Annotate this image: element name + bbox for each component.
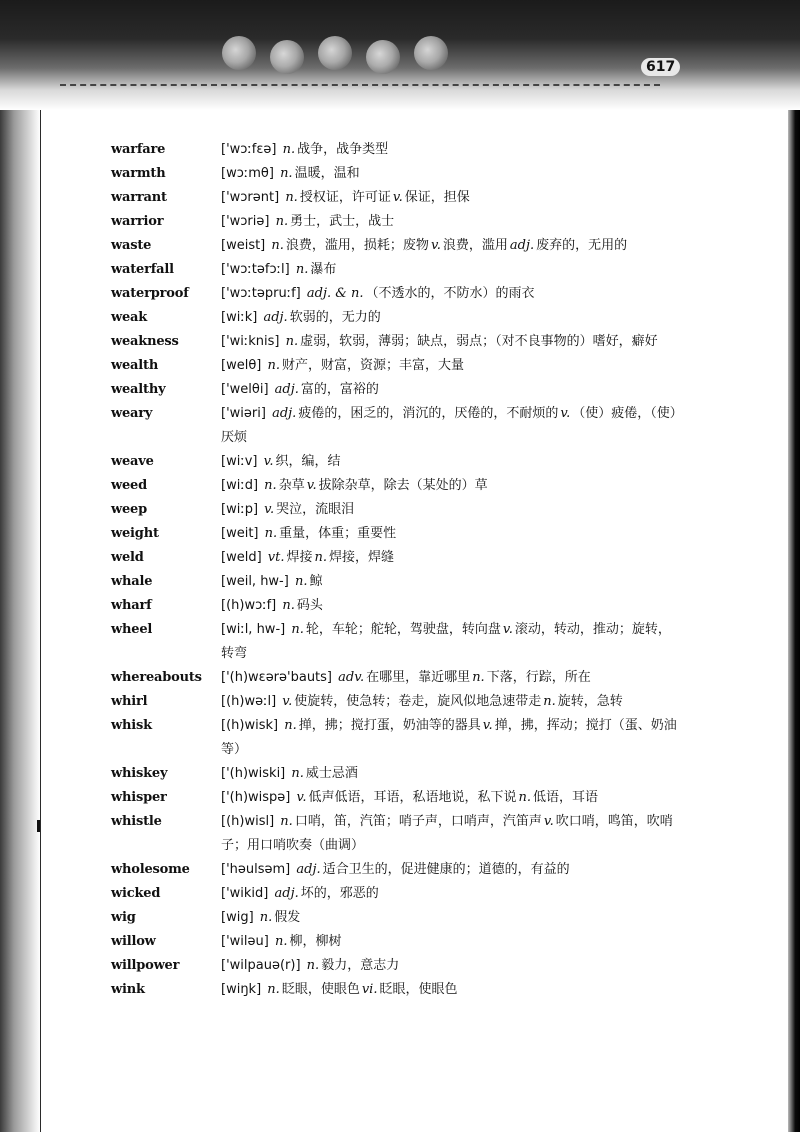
pronunciation: [weil, hw-] — [221, 574, 289, 589]
gloss-text: 废弃的，无用的 — [536, 238, 628, 253]
headword: wharf — [111, 598, 152, 613]
pronunciation: [wiŋk] — [221, 982, 262, 997]
pronunciation: [(h)wisl] — [221, 814, 275, 829]
definition — [221, 522, 683, 546]
gloss-text: 低语，耳语 — [532, 790, 598, 805]
definition — [221, 378, 683, 402]
pronunciation: ['wɔriə] — [221, 214, 270, 229]
part-of-speech: vt. — [267, 550, 285, 565]
dictionary-entry — [0, 666, 800, 690]
pronunciation: ['wiəri] — [221, 406, 266, 421]
gloss-text: （不透水的，不防水）的雨衣 — [365, 286, 535, 301]
definition — [221, 474, 683, 498]
part-of-speech: n. — [280, 814, 293, 829]
gloss-text: 假发 — [274, 910, 301, 925]
decor-circle-icon — [270, 40, 304, 74]
definition — [221, 402, 683, 450]
pronunciation: ['wɔrənt] — [221, 190, 280, 205]
pronunciation: [wiːl, hw-] — [221, 622, 286, 637]
part-of-speech: v. — [282, 694, 293, 709]
gloss-text: 低声低语，耳语，私语地说，私下说 — [308, 790, 517, 805]
gloss-text: 使旋转，使急转；卷走，旋风似地急速带走 — [294, 694, 542, 709]
definition — [221, 594, 683, 618]
part-of-speech: n. — [284, 718, 297, 733]
gloss-text: 拔除杂草，除去（某处的）草 — [318, 478, 488, 493]
definition — [221, 258, 683, 282]
part-of-speech: n. — [295, 262, 309, 277]
gloss-text: 适合卫生的，促进健康的；道德的，有益的 — [322, 862, 570, 877]
definition — [221, 282, 683, 306]
gloss-text: 织，编，结 — [275, 454, 341, 469]
pronunciation: [weist] — [221, 238, 266, 253]
headword: wicked — [111, 886, 161, 901]
headword: whisper — [111, 790, 167, 805]
part-of-speech: n. — [282, 142, 296, 157]
gloss-text: 坏的，邪恶的 — [300, 886, 379, 901]
part-of-speech: n. — [275, 214, 289, 229]
headword: warfare — [111, 142, 166, 157]
dictionary-entry — [0, 906, 800, 930]
gloss-text: 保证，担保 — [404, 190, 470, 205]
dictionary-entry — [0, 930, 800, 954]
pronunciation: [wiːd] — [221, 478, 259, 493]
gloss-text: 焊接，焊缝 — [329, 550, 395, 565]
dictionary-entry — [0, 282, 800, 306]
part-of-speech: adj. & n. — [306, 286, 364, 301]
headword: wealthy — [111, 382, 166, 397]
gloss-text: 重量，体重；重要性 — [279, 526, 397, 541]
definition — [221, 210, 683, 234]
part-of-speech: n. — [294, 574, 308, 589]
part-of-speech: n. — [285, 190, 298, 205]
pronunciation: ['wiləu] — [221, 934, 269, 949]
part-of-speech: n. — [267, 982, 280, 997]
pronunciation: ['(h)wɛərə'bauts] — [221, 670, 333, 685]
definition — [221, 138, 683, 162]
part-of-speech: n. — [314, 550, 328, 565]
gloss-text: 哭泣，流眼泪 — [276, 502, 355, 517]
pronunciation: [weld] — [221, 550, 262, 565]
part-of-speech: n. — [282, 598, 295, 613]
headword: whirl — [111, 694, 148, 709]
dictionary-entry — [0, 954, 800, 978]
definition — [221, 666, 683, 690]
dictionary-entry — [0, 258, 800, 282]
definition — [221, 930, 683, 954]
header-dashed-rule — [60, 84, 660, 86]
dictionary-entry — [0, 234, 800, 258]
dictionary-entry — [0, 450, 800, 474]
gloss-text: 旋转，急转 — [557, 694, 623, 709]
headword: weary — [111, 406, 153, 421]
part-of-speech: v. — [306, 478, 317, 493]
headword: wealth — [111, 358, 159, 373]
headword: willow — [111, 934, 156, 949]
headword: waste — [111, 238, 152, 253]
part-of-speech: adv. — [338, 670, 365, 685]
definition — [221, 306, 683, 330]
part-of-speech: v. — [430, 238, 441, 253]
headword: weak — [111, 310, 148, 325]
decor-circle-icon — [366, 40, 400, 74]
dictionary-entry — [0, 882, 800, 906]
pronunciation: [(h)wəːl] — [221, 694, 277, 709]
dictionary-entry — [0, 210, 800, 234]
definition — [221, 954, 683, 978]
part-of-speech: n. — [264, 478, 277, 493]
dictionary-entry — [0, 138, 800, 162]
gloss-text: 眨眼，使眼色 — [281, 982, 360, 997]
dictionary-entry — [0, 690, 800, 714]
headword: whistle — [111, 814, 162, 829]
part-of-speech: n. — [472, 670, 485, 685]
pronunciation: [(h)wisk] — [221, 718, 279, 733]
headword: wholesome — [111, 862, 190, 877]
dictionary-entry — [0, 978, 800, 1002]
headword: wheel — [111, 622, 153, 637]
dictionary-entry — [0, 570, 800, 594]
pronunciation: ['wilpauə(r)] — [221, 958, 301, 973]
headword: waterproof — [111, 286, 189, 301]
dictionary-entry — [0, 498, 800, 522]
dictionary-entry — [0, 762, 800, 786]
headword: wig — [111, 910, 136, 925]
part-of-speech: adj. — [509, 238, 535, 253]
part-of-speech: n. — [274, 934, 288, 949]
pronunciation: [wig] — [221, 910, 254, 925]
definition — [221, 690, 683, 714]
part-of-speech: adj. — [272, 406, 297, 421]
gloss-text: 在哪里，靠近哪里 — [366, 670, 471, 685]
headword: whisk — [111, 718, 152, 733]
gloss-text: 掸，拂，挥动；搅打（蛋、奶油等） — [221, 718, 677, 757]
dictionary-entry — [0, 162, 800, 186]
definition — [221, 786, 683, 810]
part-of-speech: v. — [263, 454, 274, 469]
gloss-text: 毅力，意志力 — [321, 958, 400, 973]
part-of-speech: v. — [482, 718, 493, 733]
part-of-speech: v. — [502, 622, 513, 637]
dictionary-entry — [0, 594, 800, 618]
dictionary-entry-list — [0, 138, 800, 1002]
gloss-text: 吹口哨，鸣笛，吹哨子；用口哨吹奏（曲调） — [221, 814, 673, 853]
part-of-speech: n. — [291, 622, 304, 637]
gloss-text: 眨眼，使眼色 — [379, 982, 458, 997]
pronunciation: [wiːv] — [221, 454, 258, 469]
decor-circle-icon — [222, 36, 256, 70]
gloss-text: 口哨，笛，汽笛；哨子声，口哨声，汽笛声 — [294, 814, 542, 829]
pronunciation: [wiːp] — [221, 502, 259, 517]
part-of-speech: adj. — [274, 886, 299, 901]
definition — [221, 858, 683, 882]
definition — [221, 354, 683, 378]
headword: weakness — [111, 334, 179, 349]
part-of-speech: n. — [291, 766, 304, 781]
part-of-speech: n. — [264, 526, 278, 541]
definition — [221, 330, 683, 354]
gloss-text: 杂草 — [278, 478, 305, 493]
dictionary-entry — [0, 522, 800, 546]
gloss-text: 温暖，温和 — [294, 166, 360, 181]
part-of-speech: n. — [280, 166, 293, 181]
headword: weep — [111, 502, 148, 517]
dictionary-entry — [0, 330, 800, 354]
pronunciation: [wɔːmθ] — [221, 166, 274, 181]
dictionary-entry — [0, 306, 800, 330]
headword: willpower — [111, 958, 180, 973]
definition — [221, 546, 683, 570]
pronunciation: [weit] — [221, 526, 259, 541]
headword: wink — [111, 982, 145, 997]
decor-circle-icon — [318, 36, 352, 70]
part-of-speech: n. — [306, 958, 320, 973]
page-header-band — [0, 0, 800, 110]
pronunciation: ['wiːknis] — [221, 334, 280, 349]
dictionary-entry — [0, 474, 800, 498]
gloss-text: 焊接 — [286, 550, 313, 565]
pronunciation: [welθ] — [221, 358, 262, 373]
definition — [221, 234, 683, 258]
headword: warrior — [111, 214, 164, 229]
part-of-speech: v. — [560, 406, 571, 421]
dictionary-entry — [0, 186, 800, 210]
pronunciation: ['wɔːfɛə] — [221, 142, 277, 157]
gloss-text: 码头 — [296, 598, 323, 613]
part-of-speech: adj. — [274, 382, 299, 397]
part-of-speech: vi. — [361, 982, 378, 997]
definition — [221, 186, 683, 210]
gloss-text: 财产，财富，资源；丰富，大量 — [282, 358, 465, 373]
definition — [221, 450, 683, 474]
part-of-speech: n. — [285, 334, 299, 349]
gloss-text: 疲倦的，困乏的，消沉的，厌倦的，不耐烦的 — [298, 406, 559, 421]
gloss-text: 软弱的，无力的 — [289, 310, 381, 325]
gloss-text: 轮，车轮；舵轮，驾驶盘，转向盘 — [305, 622, 501, 637]
dictionary-entry — [0, 378, 800, 402]
pronunciation: [(h)wɔːf] — [221, 598, 277, 613]
gloss-text: 战争，战争类型 — [297, 142, 389, 157]
gloss-text: 柳，柳树 — [289, 934, 342, 949]
part-of-speech: n. — [271, 238, 284, 253]
definition — [221, 618, 683, 666]
headword: weed — [111, 478, 148, 493]
pronunciation: ['həulsəm] — [221, 862, 291, 877]
dictionary-entry — [0, 618, 800, 666]
gloss-text: 瀑布 — [310, 262, 337, 277]
headword: whale — [111, 574, 153, 589]
part-of-speech: v. — [296, 790, 307, 805]
gloss-text: 富的，富裕的 — [300, 382, 379, 397]
dictionary-entry — [0, 546, 800, 570]
definition — [221, 570, 683, 594]
gloss-text: 滚动，转动，推动；旋转，转弯 — [221, 622, 671, 661]
headword: warrant — [111, 190, 167, 205]
part-of-speech: n. — [259, 910, 273, 925]
headword: warmth — [111, 166, 166, 181]
gloss-text: 授权证，许可证 — [299, 190, 391, 205]
definition — [221, 714, 683, 762]
part-of-speech: n. — [518, 790, 531, 805]
dictionary-entry — [0, 354, 800, 378]
part-of-speech: adj. — [296, 862, 321, 877]
headword: weight — [111, 526, 159, 541]
gloss-text: 鲸 — [309, 574, 323, 589]
pronunciation: ['wɔːtəpruːf] — [221, 286, 301, 301]
gloss-text: （使）疲倦，（使）厌烦 — [221, 406, 683, 445]
gloss-text: 虚弱，软弱，薄弱；缺点，弱点；（对不良事物的）嗜好，癖好 — [300, 334, 658, 349]
pronunciation: [wiːk] — [221, 310, 258, 325]
definition — [221, 906, 683, 930]
gloss-text: 掸，拂；搅打蛋，奶油等的器具 — [298, 718, 481, 733]
pronunciation: ['(h)wiski] — [221, 766, 286, 781]
part-of-speech: adj. — [263, 310, 288, 325]
headword: whiskey — [111, 766, 168, 781]
decor-circle-icon — [414, 36, 448, 70]
gloss-text: 威士忌酒 — [305, 766, 358, 781]
pronunciation: ['wikid] — [221, 886, 269, 901]
definition — [221, 762, 683, 786]
definition — [221, 810, 683, 858]
pronunciation: ['wɔːtəfɔːl] — [221, 262, 290, 277]
dictionary-entry — [0, 714, 800, 762]
dictionary-entry — [0, 786, 800, 810]
part-of-speech: n. — [543, 694, 556, 709]
part-of-speech: v. — [264, 502, 275, 517]
dictionary-entry — [0, 858, 800, 882]
margin-mark — [37, 820, 40, 832]
gloss-text: 浪费，滥用 — [442, 238, 508, 253]
headword: waterfall — [111, 262, 174, 277]
definition — [221, 978, 683, 1002]
dictionary-entry — [0, 402, 800, 450]
headword: whereabouts — [111, 670, 202, 685]
gloss-text: 勇士，武士，战士 — [290, 214, 395, 229]
gloss-text: 下落，行踪，所在 — [486, 670, 591, 685]
headword: weave — [111, 454, 154, 469]
pronunciation: ['(h)wispə] — [221, 790, 291, 805]
dictionary-entry — [0, 810, 800, 858]
part-of-speech: v. — [392, 190, 403, 205]
definition — [221, 162, 683, 186]
definition — [221, 882, 683, 906]
headword: weld — [111, 550, 144, 565]
gloss-text: 浪费，滥用，损耗；废物 — [285, 238, 429, 253]
part-of-speech: v. — [543, 814, 554, 829]
pronunciation: ['welθi] — [221, 382, 269, 397]
definition — [221, 498, 683, 522]
part-of-speech: n. — [267, 358, 280, 373]
page-number: 617 — [641, 58, 680, 76]
